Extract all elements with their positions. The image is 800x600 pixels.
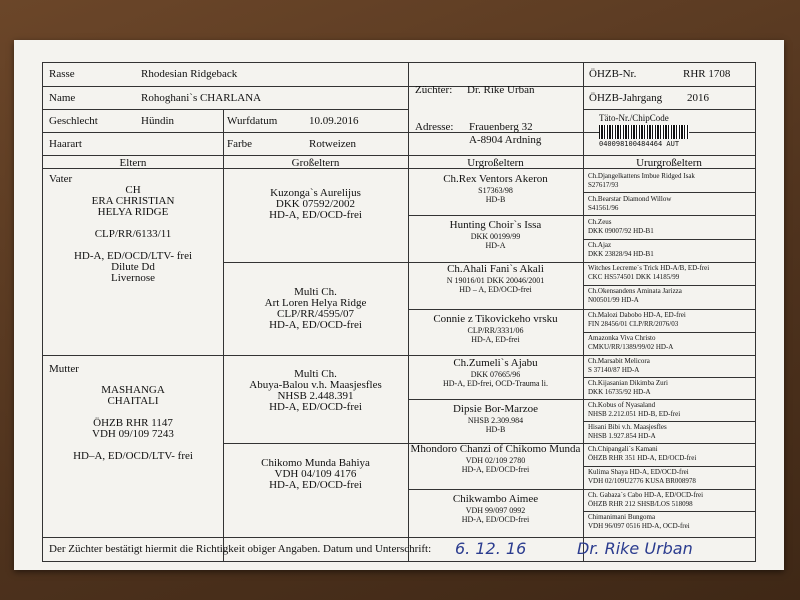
vater-details: [43, 185, 223, 284]
great-great-grandparent-line: N00501/99 HD-A: [588, 296, 639, 304]
great-great-grandparent-line: FIN 28456/01 CLP/RR/2076/03: [588, 320, 679, 328]
farbe-label: Farbe: [227, 138, 253, 150]
great-grandparent-line: Chikwambo Aimee: [452, 493, 539, 505]
great-grandparent-line: Ch.Rex Ventors Akeron: [443, 173, 548, 185]
rasse-label: Rasse: [49, 68, 75, 80]
great-great-grandparent-line: Chimanimani Bungoma: [588, 513, 656, 521]
great-grandparent-line: S17363/98: [478, 186, 513, 195]
great-grandparent-line: HD – A, ED/OCD-frei: [459, 285, 532, 294]
column-ururgrosseltern: Ururgroßeltern: [636, 157, 702, 169]
grandparent-line: Abuya-Balou v.h. Maasjesfles: [249, 379, 382, 391]
great-grandparent-line: Mhondoro Chanzi of Chikomo Munda: [410, 443, 581, 455]
great-grandparent-2: [408, 219, 583, 250]
great-grandparent-3: [408, 263, 583, 294]
grandparent-line: NHSB 2.448.391: [277, 390, 354, 402]
great-grandparent-line: Connie z Tikovickeho vrsku: [433, 313, 558, 325]
vater-line: CLP/RR/6133/11: [94, 228, 172, 240]
great-great-grandparent-line: CKC HS574501 DKK 14185/99: [588, 273, 680, 281]
great-great-grandparent-line: Ch.Malozi Dabobo HD-A, ED-frei: [588, 311, 686, 319]
geschlecht-label: Geschlecht: [49, 115, 98, 127]
great-great-grandparent-7: [588, 311, 753, 329]
great-great-grandparent-10: [588, 379, 753, 397]
oehzb-label: ÖHZB-Nr.: [589, 68, 637, 80]
oehzb-value: RHR 1708: [683, 68, 731, 80]
great-great-grandparent-6: [588, 287, 753, 305]
name-value: Rohoghani`s CHARLANA: [141, 92, 262, 104]
grandparent-line: VDH 04/109 4176: [274, 468, 357, 480]
vater-label: Vater: [49, 173, 73, 185]
farbe-value: Rotweizen: [309, 138, 357, 150]
great-great-grandparent-11: [588, 401, 753, 419]
great-grandparent-8: [408, 493, 583, 524]
grandparent-line: HD-A, ED/OCD-frei: [269, 479, 362, 491]
grandparent-line: Multi Ch.: [294, 368, 337, 380]
grandparent-line: DKK 07592/2002: [275, 198, 356, 210]
haarart-label: Haarart: [49, 138, 82, 150]
great-great-grandparent-line: DKK 23828/94 HD-B1: [588, 250, 654, 258]
great-great-grandparent-line: ÖHZB RHR 351 HD-A, ED/OCD-frei: [588, 454, 697, 462]
great-grandparent-6: [408, 403, 583, 434]
great-grandparent-1: [408, 173, 583, 204]
great-great-grandparent-16: [588, 513, 753, 531]
great-great-grandparent-3: [588, 218, 753, 236]
great-grandparent-line: VDH 02/109 2780: [465, 456, 526, 465]
great-great-grandparent-line: Ch.Kijasanian Dikimba Zuri: [588, 379, 668, 387]
vater-line: Livernose: [111, 272, 155, 284]
grandparent-line: Art Loren Helya Ridge: [264, 297, 367, 309]
great-grandparent-line: HD-A, ED/OCD-frei: [461, 465, 530, 474]
mutter-line: HD–A, ED/OCD/LTV- frei: [73, 450, 193, 462]
great-great-grandparent-14: [588, 468, 753, 486]
great-great-grandparent-line: NHSB 1.927.854 HD-A: [588, 432, 656, 440]
grandparent-line: CLP/RR/4595/07: [276, 308, 355, 320]
grandparent-4: [223, 458, 408, 491]
great-grandparent-line: CLP/RR/3331/06: [467, 326, 524, 335]
great-grandparent-line: HD-A, ED/OCD-frei: [461, 515, 530, 524]
zuechter-label: Züchter:: [415, 84, 453, 96]
vater-line: CH: [125, 184, 141, 196]
great-grandparent-line: DKK 07665/96: [470, 370, 521, 379]
great-great-grandparent-2: [588, 195, 753, 213]
mutter-details: [43, 385, 223, 462]
vater-line: HELYA RIDGE: [97, 206, 169, 218]
geschlecht-value: Hündin: [141, 115, 174, 127]
great-grandparent-line: NHSB 2.309.984: [467, 416, 524, 425]
great-great-grandparent-line: Ch.Chipangali`s Kamani: [588, 445, 658, 453]
great-great-grandparent-line: VDH 02/109U2776 KUSA BR008978: [588, 477, 696, 485]
wurfdatum-value: 10.09.2016: [309, 115, 359, 127]
name-label: Name: [49, 92, 76, 104]
grandparent-line: Multi Ch.: [294, 286, 337, 298]
grandparent-line: HD-A, ED/OCD-frei: [269, 209, 362, 221]
great-grandparent-line: DKK 00199/99: [470, 232, 521, 241]
footer-date: 6. 12. 16: [455, 539, 527, 558]
grandparent-1: [223, 188, 408, 221]
great-grandparent-line: Dipsie Bor-Marzoe: [452, 403, 538, 415]
jahrgang-label: ÖHZB-Jahrgang: [589, 92, 663, 104]
adresse-line1: Frauenberg 32: [469, 121, 533, 133]
great-great-grandparent-9: [588, 357, 753, 375]
grandparent-2: [223, 287, 408, 331]
adresse-label: Adresse:: [415, 121, 454, 133]
great-grandparent-line: HD-A, ED-frei, OCD-Trauma li.: [442, 379, 549, 388]
great-great-grandparent-line: DKK 09007/92 HD-B1: [588, 227, 654, 235]
great-great-grandparent-line: Ch.Kobus of Nyasaland: [588, 401, 656, 409]
wurfdatum-label: Wurfdatum: [227, 115, 278, 127]
great-grandparent-7: [408, 443, 583, 474]
great-great-grandparent-line: Kulima Shaya HD-A, ED/OCD-frei: [588, 468, 689, 476]
great-great-grandparent-line: Amazonka Viva Christo: [588, 334, 656, 342]
vater-line: Dilute Dd: [111, 261, 155, 273]
mutter-line: VDH 09/109 7243: [92, 428, 174, 440]
great-grandparent-line: N 19016/01 DKK 20046/2001: [446, 276, 545, 285]
pedigree-table: [42, 62, 756, 562]
grandparent-3: [223, 369, 408, 413]
adresse-line2: A-8904 Ardning: [469, 134, 542, 146]
chip-label: Täto-Nr./ChipCode: [599, 113, 669, 123]
barcode-sticker: [599, 125, 689, 139]
great-great-grandparent-line: DKK 16735/92 HD-A: [588, 388, 651, 396]
column-urgrosseltern: Urgroßeltern: [467, 157, 524, 169]
zuechter-value: Dr. Rike Urban: [467, 84, 535, 96]
grandparent-line: HD-A, ED/OCD-frei: [269, 319, 362, 331]
great-great-grandparent-4: [588, 241, 753, 259]
mutter-line: ÖHZB RHR 1147: [93, 417, 173, 429]
great-grandparent-line: HD-B: [485, 425, 506, 434]
great-great-grandparent-line: S27617/93: [588, 181, 619, 189]
great-great-grandparent-1: [588, 172, 753, 190]
great-great-grandparent-15: [588, 491, 753, 509]
great-great-grandparent-8: [588, 334, 753, 352]
great-grandparent-line: Ch.Ahali Fani`s Akali: [447, 263, 544, 275]
great-great-grandparent-line: Hisani Bibi v.h. Maasjesfles: [588, 423, 667, 431]
great-great-grandparent-line: S 37140/87 HD-A: [588, 366, 640, 374]
great-grandparent-line: HD-A: [485, 241, 506, 250]
chip-value: 040098100484464 AUT: [599, 140, 680, 148]
vater-line: HD-A, ED/OCD/LTV- frei: [73, 250, 193, 262]
grandparent-line: Kuzonga`s Aurelijus: [270, 187, 361, 199]
mutter-label: Mutter: [49, 363, 79, 375]
great-great-grandparent-line: Ch.Zeus: [588, 218, 612, 226]
great-grandparent-line: Ch.Zumeli`s Ajabu: [453, 357, 538, 369]
grandparent-line: Chikomo Munda Bahiya: [261, 457, 370, 469]
great-great-grandparent-line: Witches Lecreme`s Trick HD-A/B, ED-frei: [588, 264, 710, 272]
great-great-grandparent-line: Ch.Djangelkattens Imbue Ridged Isak: [588, 172, 695, 180]
grandparent-line: HD-A, ED/OCD-frei: [269, 401, 362, 413]
great-grandparent-line: HD-A, ED-frei: [471, 335, 520, 344]
great-great-grandparent-13: [588, 445, 753, 463]
rasse-value: Rhodesian Ridgeback: [141, 68, 238, 80]
great-great-grandparent-5: [588, 264, 753, 282]
great-great-grandparent-line: CMKU/RR/1389/99/02 HD-A: [588, 343, 674, 351]
great-great-grandparent-line: Ch.Ajaz: [588, 241, 612, 249]
vater-line: ERA CHRISTIAN: [91, 195, 175, 207]
great-grandparent-line: HD-B: [485, 195, 506, 204]
great-great-grandparent-line: Ch.Marsabit Melicora: [588, 357, 650, 365]
great-great-grandparent-12: [588, 423, 753, 441]
great-grandparent-4: [408, 313, 583, 344]
column-grosseltern: Großeltern: [291, 157, 340, 169]
great-great-grandparent-line: ÖHZB RHR 212 SHSB/LOS 518098: [588, 500, 693, 508]
great-great-grandparent-line: S41561/96: [588, 204, 619, 212]
great-great-grandparent-line: VDH 96/097 0516 HD-A, OCD-frei: [588, 522, 690, 530]
mutter-line: CHAITALI: [107, 395, 159, 407]
great-great-grandparent-line: Ch. Gabaza`s Cabo HD-A, ED/OCD-frei: [588, 491, 704, 499]
great-grandparent-line: Hunting Choir`s Issa: [449, 219, 542, 231]
mutter-line: MASHANGA: [101, 384, 165, 396]
column-eltern: Eltern: [119, 157, 147, 169]
great-grandparent-line: VDH 99/097 0992: [465, 506, 526, 515]
footer-statement: Der Züchter bestätigt hiermit die Richtigkeit obiger Angaben. Datum und Unterschrift:: [49, 543, 432, 555]
jahrgang-value: 2016: [687, 92, 709, 104]
great-great-grandparent-line: Ch.Bearstar Diamond Willow: [588, 195, 672, 203]
signature: Dr. Rike Urban: [577, 539, 693, 558]
great-great-grandparent-line: Ch.Okensandens Aminata Jarizza: [588, 287, 682, 295]
pedigree-document: [14, 40, 784, 570]
great-grandparent-5: [408, 357, 583, 388]
great-great-grandparent-line: NHSB 2.212.051 HD-B, ED-frei: [588, 410, 681, 418]
